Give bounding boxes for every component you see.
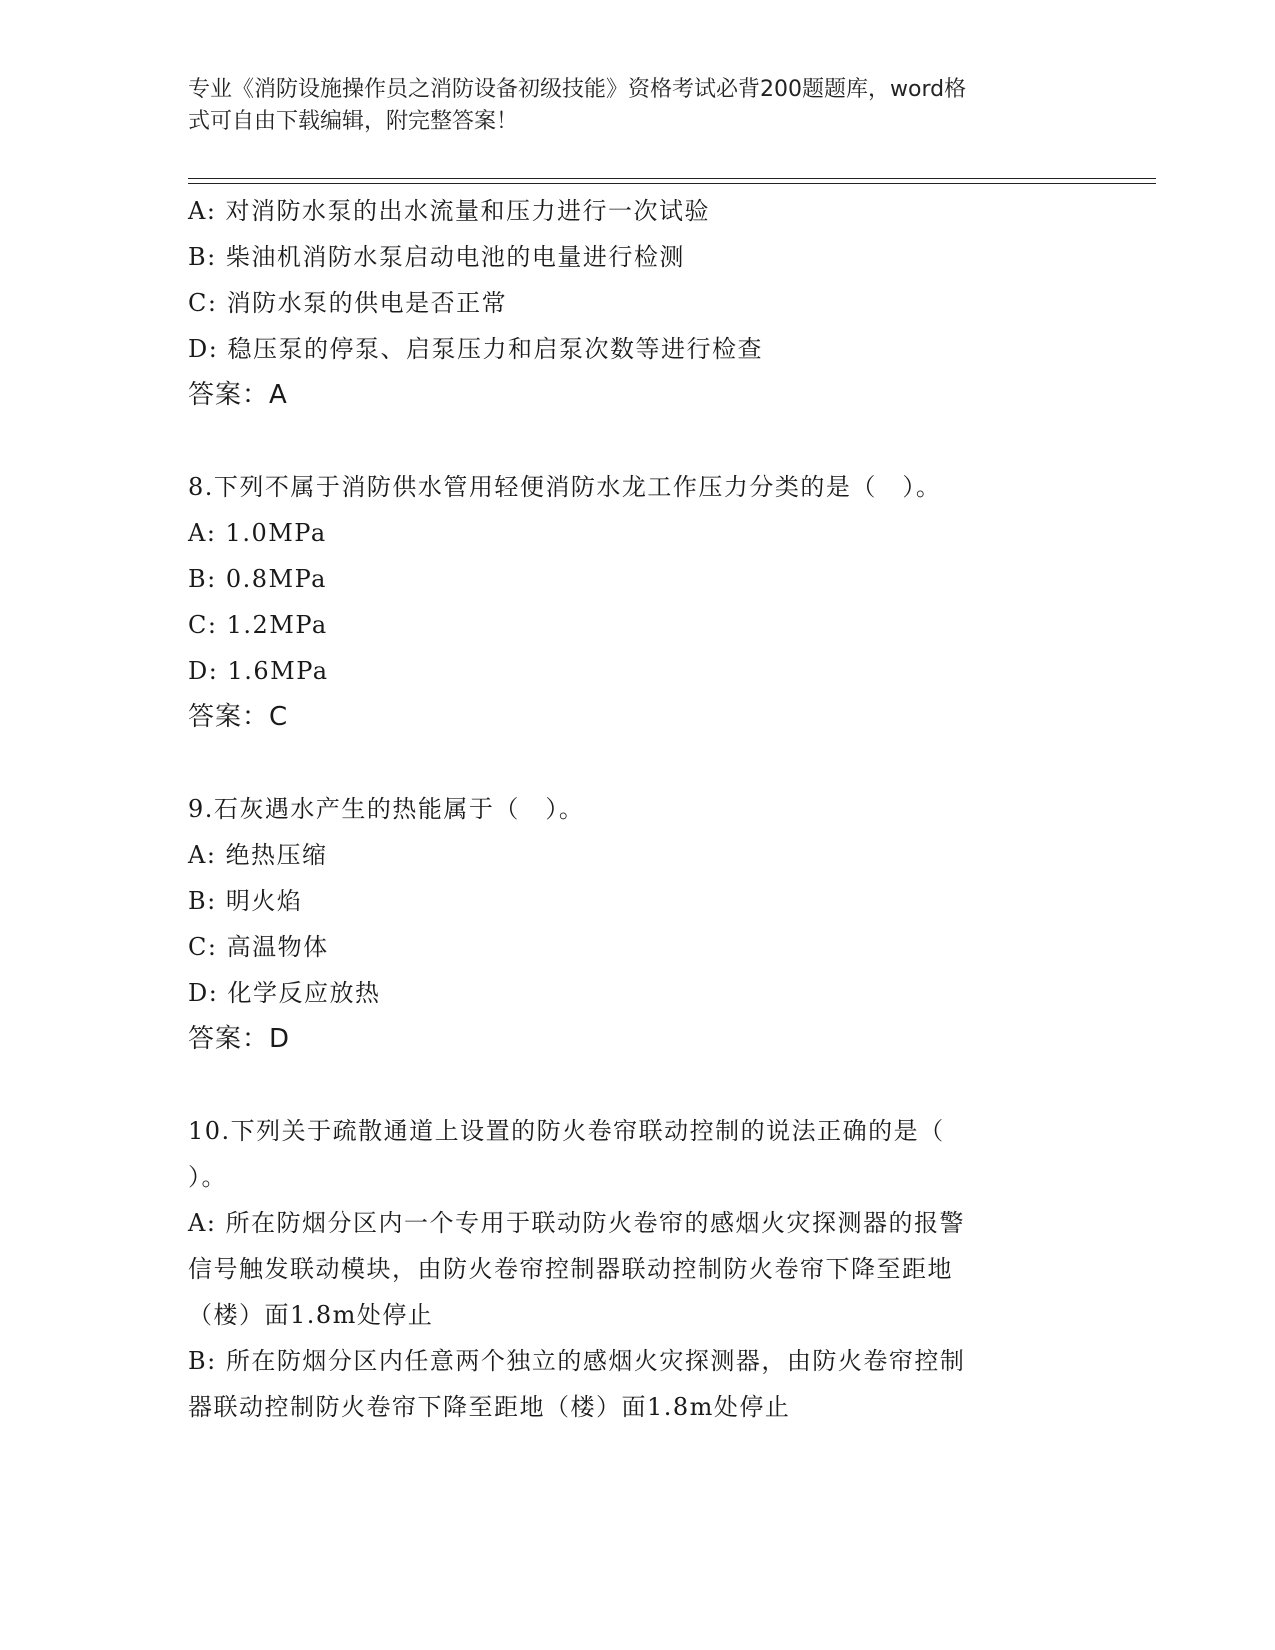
answer-line: 答案：A xyxy=(188,380,288,410)
option-c: C: 消防水泵的供电是否正常 xyxy=(188,289,508,317)
header-line-2: 式可自由下载编辑，附完整答案！ xyxy=(188,109,519,134)
option-a: A: 1.0MPa xyxy=(188,519,327,547)
answer-line: 答案：D xyxy=(188,1024,291,1054)
option-a-line-1: A: 所在防烟分区内一个专用于联动防火卷帘的感烟火灾探测器的报警 xyxy=(188,1209,966,1237)
option-a-line-3: （楼）面1.8m处停止 xyxy=(188,1301,434,1329)
header-line-1: 专业《消防设施操作员之消防设备初级技能》资格考试必背200题题库，word格 xyxy=(188,77,967,102)
option-c: C: 高温物体 xyxy=(188,933,329,961)
option-b: B: 柴油机消防水泵启动电池的电量进行检测 xyxy=(188,243,685,271)
question-stem-line-2: ）。 xyxy=(188,1163,227,1191)
spacer xyxy=(188,418,1088,464)
option-c: C: 1.2MPa xyxy=(188,611,328,639)
question-list xyxy=(188,188,1088,1430)
answer-line: 答案：C xyxy=(188,702,289,732)
option-b: B: 明火焰 xyxy=(188,887,303,915)
option-d: D: 1.6MPa xyxy=(188,657,329,685)
question-stem-line-1: 10.下列关于疏散通道上设置的防火卷帘联动控制的说法正确的是（ xyxy=(188,1117,945,1145)
question-9-block xyxy=(188,786,1088,1062)
question-stem: 8.下列不属于消防供水管用轻便消防水龙工作压力分类的是（ ）。 xyxy=(188,473,942,501)
option-a: A: 对消防水泵的出水流量和压力进行一次试验 xyxy=(188,197,711,225)
header-divider xyxy=(188,178,1156,184)
spacer xyxy=(188,1062,1088,1108)
option-b-line-1: B: 所在防烟分区内任意两个独立的感烟火灾探测器，由防火卷帘控制 xyxy=(188,1347,966,1375)
option-b: B: 0.8MPa xyxy=(188,565,327,593)
option-a: A: 绝热压缩 xyxy=(188,841,328,869)
spacer xyxy=(188,740,1088,786)
question-stem: 9.石灰遇水产生的热能属于（ ）。 xyxy=(188,795,585,823)
question-8-block xyxy=(188,464,1088,740)
option-a-line-2: 信号触发联动模块，由防火卷帘控制器联动控制防火卷帘下降至距地 xyxy=(188,1255,953,1283)
option-d: D: 稳压泵的停泵、启泵压力和启泵次数等进行检查 xyxy=(188,335,763,363)
document-header xyxy=(188,74,1088,138)
option-b-line-2: 器联动控制防火卷帘下降至距地（楼）面1.8m处停止 xyxy=(188,1393,791,1421)
option-d: D: 化学反应放热 xyxy=(188,979,381,1007)
prev-question-block xyxy=(188,188,1088,418)
question-10-block xyxy=(188,1108,1088,1430)
